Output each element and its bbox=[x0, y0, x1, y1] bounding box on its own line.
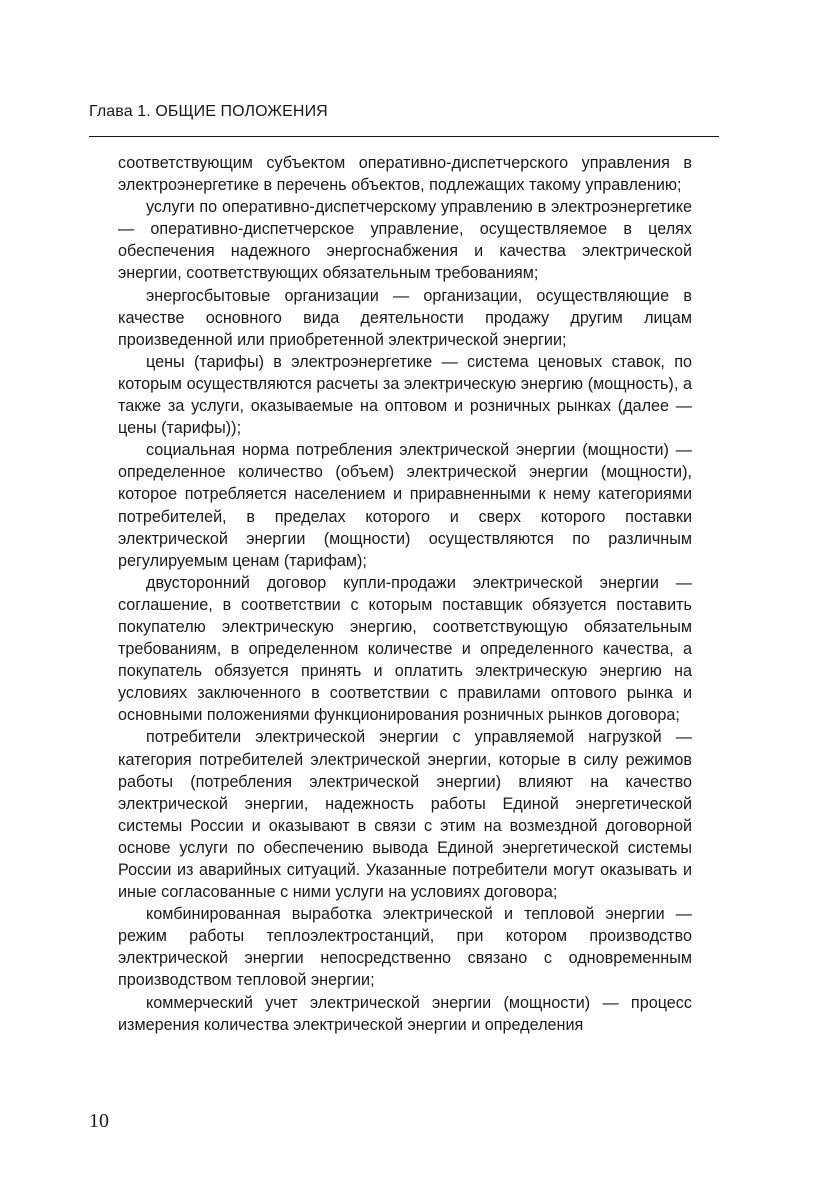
page-number: 10 bbox=[89, 1110, 109, 1132]
paragraph-continuation: соответствующим субъектом оперативно-диспетчерского управления в электроэнергетике в перечень объектов, подлежащих такому управлению; bbox=[118, 154, 692, 195]
paragraph-energy-sales-organizations: энергосбытовые организации — организации, осуществляющие в качестве основного вида деятельности продажу другим лицам произведенной или приобретенной электрической энергии; bbox=[118, 286, 692, 349]
paragraph-tariffs: цены (тарифы) в электроэнергетике — система ценовых ставок, по которым осуществляются расчеты за электрическую энергию (мощность), а также за услуги, оказываемые на оптовом и розничных рынках (далее — цены (тарифы)); bbox=[118, 352, 692, 438]
paragraph-bilateral-contract: двусторонний договор купли-продажи электрической энергии — соглашение, в соответствии с которым поставщик обязуется поставить покупателю электрическую энергию, соответствующую обязательным требованиям, в определенном количестве и определенного качества, а покупатель обязуется принять и оплатить электрическую энергию на условиях заключенного в соответствии с правилами оптового рынка и основными положениями функционирования розничных рынков договора; bbox=[118, 573, 692, 725]
paragraph-dispatch-services: услуги по оперативно-диспетчерскому управлению в электроэнергетике — оперативно-диспетчерское управление, осуществляемое в целях обеспечения надежного энергоснабжения и качества электрической энергии, соответствующих обязательным требованиям; bbox=[118, 198, 692, 283]
body-text bbox=[118, 152, 692, 1036]
paragraph-commercial-metering: коммерческий учет электрической энергии (мощности) — процесс измерения количества электрической энергии и определения bbox=[118, 993, 692, 1034]
paragraph-combined-generation: комбинированная выработка электрической и тепловой энергии — режим работы теплоэлектростанций, при котором производство электрической энергии непосредственно связано с одновременным производством тепловой энергии; bbox=[118, 905, 692, 990]
header-divider bbox=[89, 136, 719, 137]
paragraph-social-norm: социальная норма потребления электрической энергии (мощности) — определенное количество (объем) электрической энергии (мощности), которое потребляется населением и приравненными к нему категориями потребителей, в пределах которого и сверх которого поставки электрической энергии (мощности) осуществляются по различным регулируемым ценам (тарифам); bbox=[118, 441, 692, 570]
running-head-title: Глава 1. ОБЩИЕ ПОЛОЖЕНИЯ bbox=[89, 103, 328, 120]
paragraph-managed-load-consumers: потребители электрической энергии с управляемой нагрузкой — категория потребителей электрической энергии, которые в силу режимов работы (потребления электрической энергии) влияют на качество электрической энергии, надежность работы Единой энергетической системы России и оказывают в связи с этим на возмездной договорной основе услуги по обеспечению вывода Единой энергетической системы России из аварийных ситуаций. Указанные потребители могут оказывать и иные согласованные с ними услуги на условиях договора; bbox=[118, 728, 692, 902]
